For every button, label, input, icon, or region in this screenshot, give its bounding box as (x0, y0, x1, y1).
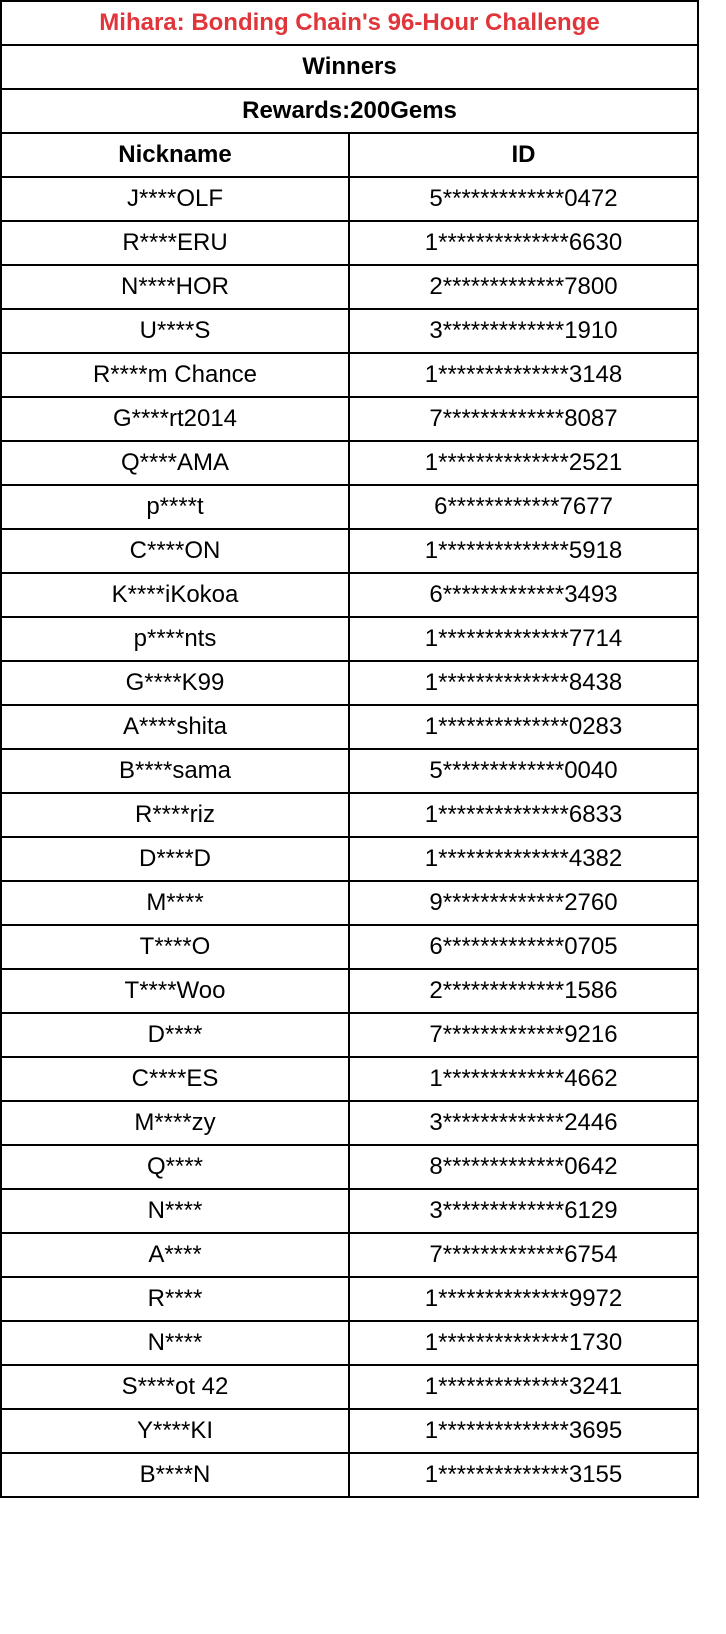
id-cell: 3*************6129 (349, 1189, 698, 1233)
id-cell: 6************7677 (349, 485, 698, 529)
table-row (1, 837, 698, 881)
table-row (1, 529, 698, 573)
table-row (1, 309, 698, 353)
table-row (1, 1013, 698, 1057)
id-cell: 1**************8438 (349, 661, 698, 705)
id-cell: 2*************7800 (349, 265, 698, 309)
nickname-cell: N**** (1, 1321, 349, 1365)
table-row (1, 749, 698, 793)
table-row (1, 1233, 698, 1277)
id-cell: 9*************2760 (349, 881, 698, 925)
table-row (1, 1409, 698, 1453)
nickname-cell: R****ERU (1, 221, 349, 265)
rewards-label: Rewards:200Gems (1, 89, 698, 133)
id-column-header: ID (349, 133, 698, 177)
nickname-cell: N****HOR (1, 265, 349, 309)
table-row (1, 881, 698, 925)
table-row (1, 1277, 698, 1321)
id-cell: 1*************4662 (349, 1057, 698, 1101)
nickname-cell: K****iKokoa (1, 573, 349, 617)
event-title: Mihara: Bonding Chain's 96-Hour Challenge (1, 1, 698, 45)
nickname-cell: A****shita (1, 705, 349, 749)
nickname-cell: U****S (1, 309, 349, 353)
table-row (1, 397, 698, 441)
nickname-cell: M**** (1, 881, 349, 925)
nickname-cell: D**** (1, 1013, 349, 1057)
nickname-cell: Y****KI (1, 1409, 349, 1453)
nickname-cell: Q**** (1, 1145, 349, 1189)
nickname-cell: B****N (1, 1453, 349, 1497)
id-cell: 6*************3493 (349, 573, 698, 617)
nickname-cell: p****t (1, 485, 349, 529)
nickname-cell: A**** (1, 1233, 349, 1277)
nickname-cell: S****ot 42 (1, 1365, 349, 1409)
nickname-cell: C****ON (1, 529, 349, 573)
nickname-cell: R****m Chance (1, 353, 349, 397)
table-row (1, 661, 698, 705)
nickname-cell: G****rt2014 (1, 397, 349, 441)
nickname-cell: R****riz (1, 793, 349, 837)
id-cell: 1**************7714 (349, 617, 698, 661)
section-heading: Winners (1, 45, 698, 89)
id-cell: 1**************3148 (349, 353, 698, 397)
table-row (1, 1453, 698, 1497)
section-row (1, 45, 698, 89)
id-cell: 5*************0472 (349, 177, 698, 221)
id-cell: 3*************2446 (349, 1101, 698, 1145)
id-cell: 6*************0705 (349, 925, 698, 969)
table-row (1, 485, 698, 529)
id-cell: 7*************9216 (349, 1013, 698, 1057)
table-row (1, 1101, 698, 1145)
nickname-cell: C****ES (1, 1057, 349, 1101)
table-row (1, 573, 698, 617)
table-row (1, 265, 698, 309)
table-row (1, 1365, 698, 1409)
nickname-cell: T****Woo (1, 969, 349, 1013)
id-cell: 2*************1586 (349, 969, 698, 1013)
nickname-cell: B****sama (1, 749, 349, 793)
table-row (1, 441, 698, 485)
nickname-cell: p****nts (1, 617, 349, 661)
id-cell: 1**************6833 (349, 793, 698, 837)
title-row (1, 1, 698, 45)
nickname-cell: G****K99 (1, 661, 349, 705)
table-row (1, 925, 698, 969)
winners-table-body (1, 177, 698, 1497)
table-row (1, 969, 698, 1013)
table-row (1, 1145, 698, 1189)
id-cell: 7*************8087 (349, 397, 698, 441)
table-row (1, 177, 698, 221)
nickname-cell: D****D (1, 837, 349, 881)
nickname-cell: Q****AMA (1, 441, 349, 485)
id-cell: 3*************1910 (349, 309, 698, 353)
table-row (1, 353, 698, 397)
nickname-cell: M****zy (1, 1101, 349, 1145)
table-row (1, 1057, 698, 1101)
table-row (1, 617, 698, 661)
nickname-cell: J****OLF (1, 177, 349, 221)
nickname-cell: N**** (1, 1189, 349, 1233)
id-cell: 1**************4382 (349, 837, 698, 881)
nickname-cell: T****O (1, 925, 349, 969)
table-row (1, 705, 698, 749)
nickname-cell: R**** (1, 1277, 349, 1321)
table-row (1, 221, 698, 265)
id-cell: 5*************0040 (349, 749, 698, 793)
id-cell: 1**************9972 (349, 1277, 698, 1321)
id-cell: 1**************2521 (349, 441, 698, 485)
id-cell: 1**************3695 (349, 1409, 698, 1453)
id-cell: 1**************1730 (349, 1321, 698, 1365)
id-cell: 1**************3155 (349, 1453, 698, 1497)
table-row (1, 1321, 698, 1365)
id-cell: 1**************3241 (349, 1365, 698, 1409)
id-cell: 1**************6630 (349, 221, 698, 265)
id-cell: 1**************5918 (349, 529, 698, 573)
table-row (1, 1189, 698, 1233)
nickname-column-header: Nickname (1, 133, 349, 177)
column-header-row (1, 133, 698, 177)
id-cell: 1**************0283 (349, 705, 698, 749)
id-cell: 7*************6754 (349, 1233, 698, 1277)
table-row (1, 793, 698, 837)
rewards-row (1, 89, 698, 133)
id-cell: 8*************0642 (349, 1145, 698, 1189)
